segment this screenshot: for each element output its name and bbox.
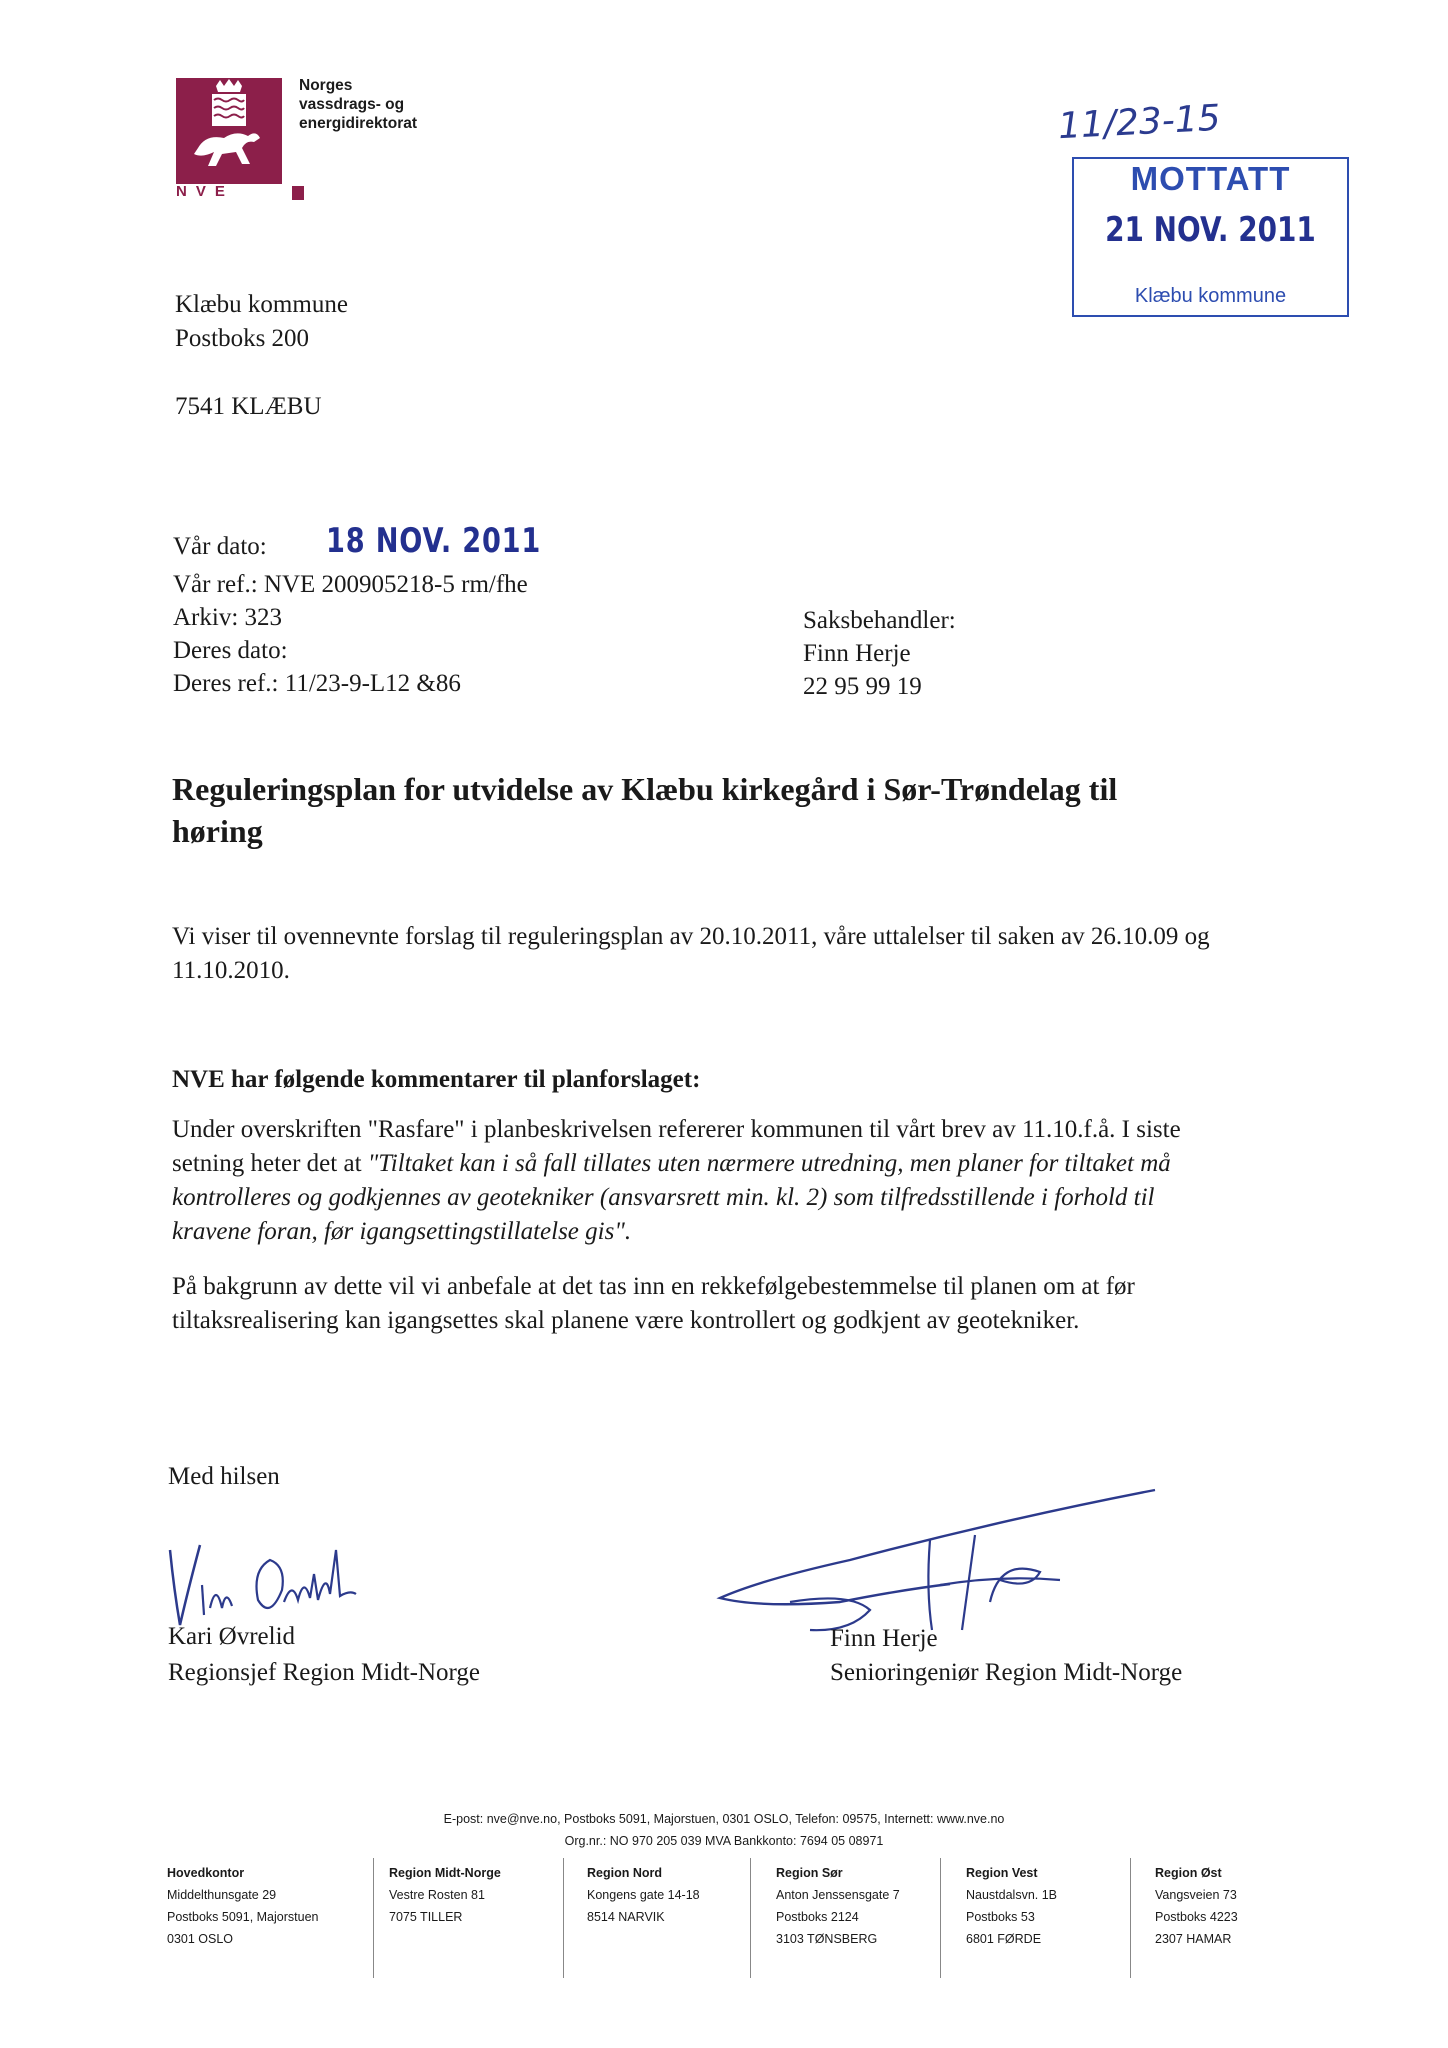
org-name-line: Norges	[299, 77, 353, 94]
footer-office-nord	[587, 1862, 700, 1928]
footer-office-hq	[167, 1862, 318, 1950]
footer-office-ost	[1155, 1862, 1238, 1950]
office-name: Region Vest	[966, 1866, 1038, 1880]
document-title	[172, 768, 1312, 852]
our-date-label: Vår dato:	[173, 533, 267, 560]
comment-line: Under overskriften "Rasfare" i planbeskrivelsen refererer kommunen til vårt brev av 11.10.f.å. I siste	[172, 1116, 1181, 1143]
crown-lion-emblem-icon	[176, 78, 282, 184]
handwritten-reference: 11/23-15	[1057, 97, 1222, 148]
office-line: 8514 NARVIK	[587, 1910, 665, 1924]
office-line: Postboks 4223	[1155, 1910, 1238, 1924]
title-line: høring	[172, 813, 263, 849]
recipient-postal: 7541 KLÆBU	[175, 393, 322, 420]
footer-office-vest	[966, 1862, 1057, 1950]
office-line: 2307 HAMAR	[1155, 1932, 1232, 1946]
footer-contact-line: E-post: nve@nve.no, Postboks 5091, Majorstuen, 0301 OSLO, Telefon: 09575, Internett: www.nve.no	[443, 1812, 1005, 1826]
stamp-date: 21 NOV. 2011	[1105, 210, 1316, 250]
office-line: Anton Jenssensgate 7	[776, 1888, 900, 1902]
nve-logo	[176, 78, 282, 184]
office-line: 3103 TØNSBERG	[776, 1932, 878, 1946]
office-name: Region Nord	[587, 1866, 662, 1880]
logo-square-mark	[292, 186, 304, 200]
stamp-title: MOTTATT	[1130, 160, 1291, 197]
comment-text: setning heter det at	[172, 1150, 368, 1177]
office-line: Postboks 5091, Majorstuen	[167, 1910, 319, 1924]
recommendation-line: På bakgrunn av dette vil vi anbefale at det tas inn en rekkefølgebestemmelse til planen om at før	[172, 1273, 1135, 1300]
office-line: 0301 OSLO	[167, 1932, 234, 1946]
footer-org-line: Org.nr.: NO 970 205 039 MVA Bankkonto: 7694 05 08971	[564, 1834, 884, 1848]
intro-line: 11.10.2010.	[172, 957, 290, 984]
logo-abbreviation: NVE	[176, 183, 234, 200]
office-line: Middelthunsgate 29	[167, 1888, 277, 1902]
office-line: Postboks 2124	[776, 1910, 859, 1924]
organization-name	[299, 76, 417, 133]
intro-line: Vi viser til ovennevnte forslag til reguleringsplan av 20.10.2011, våre uttalelser til saken av 26.10.09 og	[172, 923, 1210, 950]
recipient-box: Postboks 200	[175, 325, 310, 352]
office-line: Kongens gate 14-18	[587, 1888, 700, 1902]
their-date-label: Deres dato:	[173, 637, 288, 664]
greeting: Med hilsen	[168, 1463, 280, 1490]
case-officer-name: Finn Herje	[803, 640, 911, 667]
office-name: Region Midt-Norge	[389, 1866, 501, 1880]
case-officer-label: Saksbehandler:	[803, 607, 956, 634]
org-name-line: energidirektorat	[299, 115, 418, 132]
footer-office-midt-norge	[389, 1862, 501, 1928]
archive-number: Arkiv: 323	[173, 604, 283, 631]
our-reference: Vår ref.: NVE 200905218-5 rm/fhe	[173, 571, 528, 598]
org-name-line: vassdrags- og	[299, 96, 405, 113]
comment-line-mixed	[172, 1147, 1302, 1181]
title-line: Reguleringsplan for utvidelse av Klæbu kirkegård i Sør-Trøndelag til	[172, 771, 1118, 807]
office-line: Vestre Rosten 81	[389, 1888, 485, 1902]
signatory-title: Senioringeniør Region Midt-Norge	[830, 1659, 1183, 1686]
office-name: Region Øst	[1155, 1866, 1222, 1880]
quoted-line: kontrolleres og godkjennes av geotekniker (ansvarsrett min. kl. 2) som tilfredsstillende i forhold til	[172, 1184, 1155, 1211]
recipient-name: Klæbu kommune	[175, 291, 348, 318]
quoted-text: "Tiltaket kan i så fall tillates uten nærmere utredning, men planer for tiltaket må	[367, 1150, 1171, 1177]
recommendation-line: tiltaksrealisering kan igangsettes skal planene være kontrollert og godkjent av geotekniker.	[172, 1307, 1080, 1334]
stamp-place: Klæbu kommune	[1134, 285, 1287, 307]
office-line: Vangsveien 73	[1155, 1888, 1237, 1902]
our-date-stamp: 18 NOV. 2011	[326, 521, 542, 561]
signatory-name: Finn Herje	[830, 1625, 938, 1652]
case-officer-phone: 22 95 99 19	[803, 673, 922, 700]
section-heading: NVE har følgende kommentarer til planforslaget:	[172, 1066, 701, 1093]
signatory-name: Kari Øvrelid	[168, 1623, 296, 1650]
signatory-title: Regionsjef Region Midt-Norge	[168, 1659, 480, 1686]
quoted-line: kravene foran, før igangsettingstillatelse gis".	[172, 1218, 632, 1245]
office-line: Postboks 53	[966, 1910, 1035, 1924]
their-reference: Deres ref.: 11/23-9-L12 &86	[173, 670, 461, 697]
footer-office-sor	[776, 1862, 900, 1950]
office-name: Region Sør	[776, 1866, 843, 1880]
office-line: 6801 FØRDE	[966, 1932, 1042, 1946]
office-line: Naustdalsvn. 1B	[966, 1888, 1058, 1902]
office-name: Hovedkontor	[167, 1866, 245, 1880]
office-line: 7075 TILLER	[389, 1910, 463, 1924]
